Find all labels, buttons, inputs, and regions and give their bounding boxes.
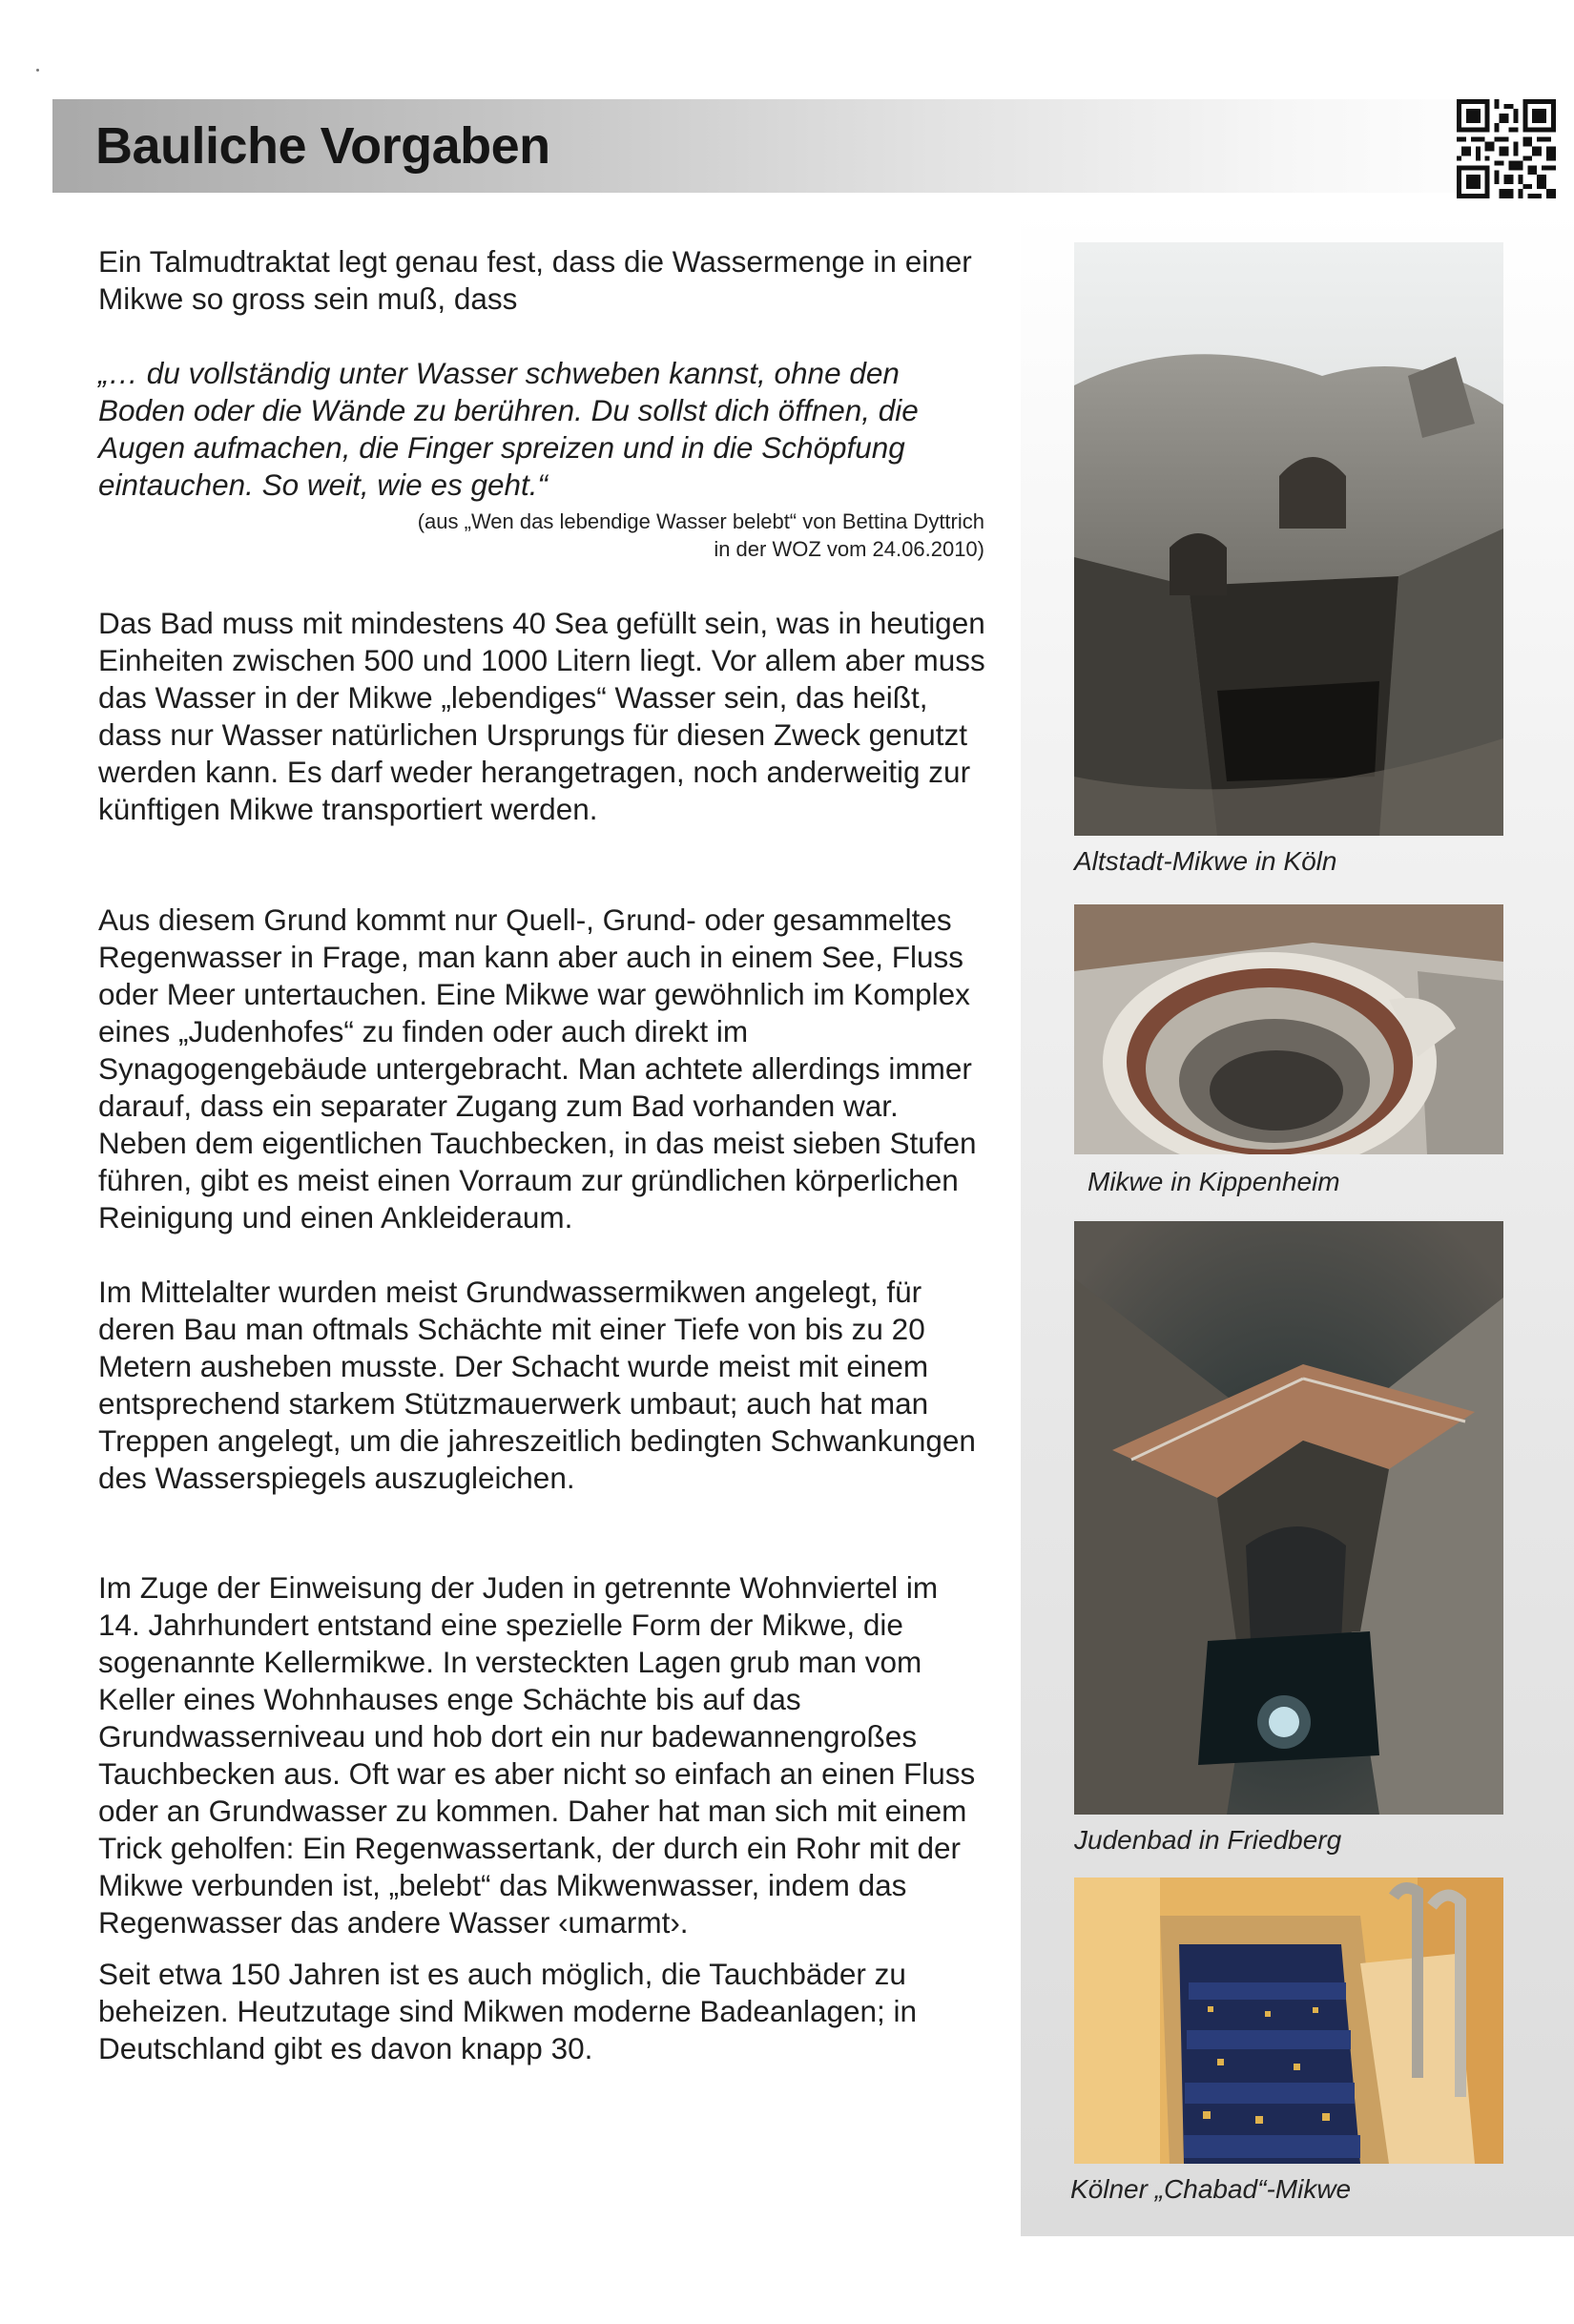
caption-altstadt-mikwe-koeln: Altstadt-Mikwe in Köln	[1074, 846, 1337, 876]
photo-altstadt-mikwe-koeln	[1074, 242, 1503, 836]
paragraph-water-sources: Aus diesem Grund kommt nur Quell-, Grund- oder gesammeltes Regenwasser in Frage, man kann aber auch in einem See, Fluss oder Meer untertauchen. Eine Mikwe war gewöhnlich im Komplex eines „Judenhofes“ zu finden oder auch direkt im Synagogengebäude untergebracht. Man achtete allerdings immer darauf, dass ein separater Zugang zum Bad vorhanden war. Neben dem eigentlichen Tauchbecken, in das meist sieben Stufen führen, gibt es meist einen Vorraum zur gründlichen körperlichen Reinigung und einen Ankleideraum.	[98, 903, 977, 1235]
qr-code-icon[interactable]	[1457, 99, 1556, 198]
paragraph-cellar-mikveh: Im Zuge der Einweisung der Juden in getrennte Wohnviertel im 14. Jahrhundert entstand eine spezielle Form der Mikwe, die sogenannte Kellermikwe. In versteckten Lagen grub man vom Keller eines Wohnhauses enge Schächte bis auf das Grundwasserniveau und hob dort ein nur badewannengroßes Tauchbecken aus. Oft war es aber nicht so einfach an einen Fluss oder an Grundwasser zu kommen. Daher hat man sich mit einem Trick geholfen: Ein Regenwassertank, der durch ein Rohr mit der Mikwe verbunden ist, „belebt“ das Mikwenwasser, indem das Regenwasser das andere Wasser ‹umarmt›.	[98, 1570, 976, 1940]
citation-line-2: in der WOZ vom 24.06.2010)	[714, 537, 984, 561]
citation-line-1: (aus „Wen das lebendige Wasser belebt“ von Bettina Dyttrich	[417, 509, 984, 533]
intro-text: Ein Talmudtraktat legt genau fest, dass die Wassermenge in einer Mikwe so gross sein muß, dass	[98, 244, 972, 316]
quote-citation	[286, 508, 984, 563]
photo-judenbad-friedberg	[1074, 1221, 1503, 1815]
talmud-quote: „… du vollständig unter Wasser schweben kannst, ohne den Boden oder die Wände zu berühren. Du sollst dich öffnen, die Augen aufmachen, die Finger spreizen und in die Schöpfung eintauchen. So weit, wie es geht.“	[98, 356, 919, 502]
header-band	[52, 99, 1522, 193]
caption-judenbad-friedberg: Judenbad in Friedberg	[1074, 1825, 1342, 1855]
photo-koelner-chabad-mikwe	[1074, 1878, 1503, 2164]
caption-mikwe-kippenheim: Mikwe in Kippenheim	[1087, 1167, 1340, 1196]
paragraph-modern: Seit etwa 150 Jahren ist es auch möglich, die Tauchbäder zu beheizen. Heutzutage sind Mikwen moderne Badeanlagen; in Deutschland gibt es davon knapp 30.	[98, 1957, 918, 2065]
scan-speck	[36, 69, 39, 72]
caption-koelner-chabad-mikwe: Kölner „Chabad“-Mikwe	[1070, 2174, 1352, 2204]
photo-mikwe-kippenheim	[1074, 904, 1503, 1154]
paragraph-sea-volume: Das Bad muss mit mindestens 40 Sea gefüllt sein, was in heutigen Einheiten zwischen 500 und 1000 Litern liegt. Vor allem aber muss das Wasser in der Mikwe „lebendiges“ Wasser sein, das heißt, dass nur Wasser natürlichen Ursprungs für diesen Zweck genutzt werden kann. Es darf weder herangetragen, noch anderweitig zur künftigen Mikwe transportiert werden.	[98, 606, 985, 826]
paragraph-middle-ages: Im Mittelalter wurden meist Grundwassermikwen angelegt, für deren Bau man oftmals Schächte mit einer Tiefe von bis zu 20 Metern ausheben musste. Der Schacht wurde meist mit einem entsprechend starkem Stützmauerwerk umbaut; auch hat man Treppen angelegt, um die jahreszeitlich bedingten Schwankungen des Wasserspiegels auszugleichen.	[98, 1275, 976, 1495]
page-title: Bauliche Vorgaben	[95, 117, 550, 175]
